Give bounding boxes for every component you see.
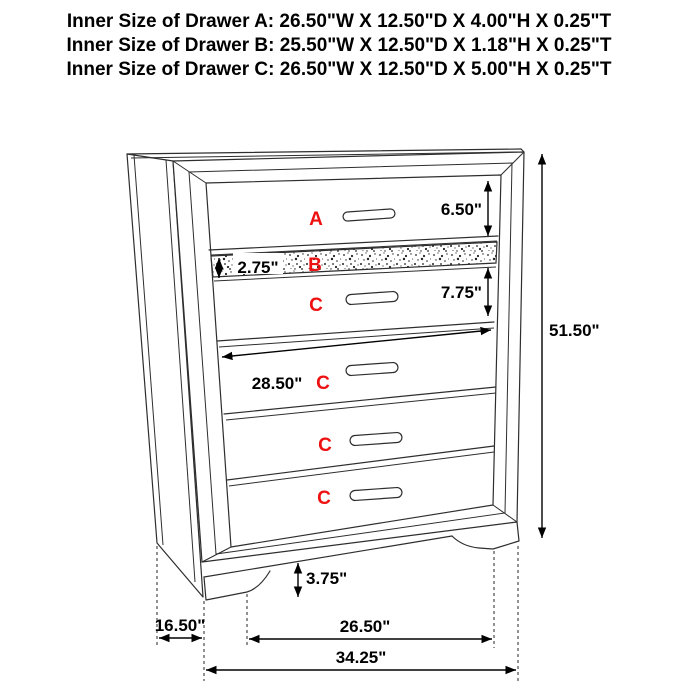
- header-line-drawer-c: Inner Size of Drawer C: 26.50"W X 12.50"D X 5.00"H X 0.25"T: [66, 59, 612, 80]
- dim-overall-height-label: 51.50": [549, 321, 600, 340]
- dim-drawer-opening-width-label: 28.50": [251, 374, 303, 393]
- dim-drawer-width-label: 26.50": [339, 617, 391, 636]
- drawer-letter-a: A: [309, 209, 323, 230]
- drawer-letter-c4: C: [317, 488, 331, 509]
- drawer-letter-c2: C: [316, 373, 330, 394]
- dim-side-depth-label: 16.50": [154, 616, 206, 635]
- header-line-drawer-a: Inner Size of Drawer A: 26.50"W X 12.50"D X 4.00"H X 0.25"T: [66, 11, 612, 32]
- dim-drawer-b-height-label: 2.75": [237, 258, 279, 277]
- drawer-letter-c1: C: [309, 295, 323, 316]
- dim-foot-height-label: 3.75": [306, 569, 348, 588]
- drawer-letter-c3: C: [318, 435, 332, 456]
- drawer-letter-b: B: [308, 255, 322, 276]
- dim-drawer-c-height-label: 7.75": [440, 283, 482, 302]
- header-line-drawer-b: Inner Size of Drawer B: 25.50"W X 12.50"D X 1.18"H X 0.25"T: [66, 35, 612, 56]
- dim-overall-width-label: 34.25": [335, 648, 387, 667]
- dim-drawer-a-height-label: 6.50": [440, 200, 482, 219]
